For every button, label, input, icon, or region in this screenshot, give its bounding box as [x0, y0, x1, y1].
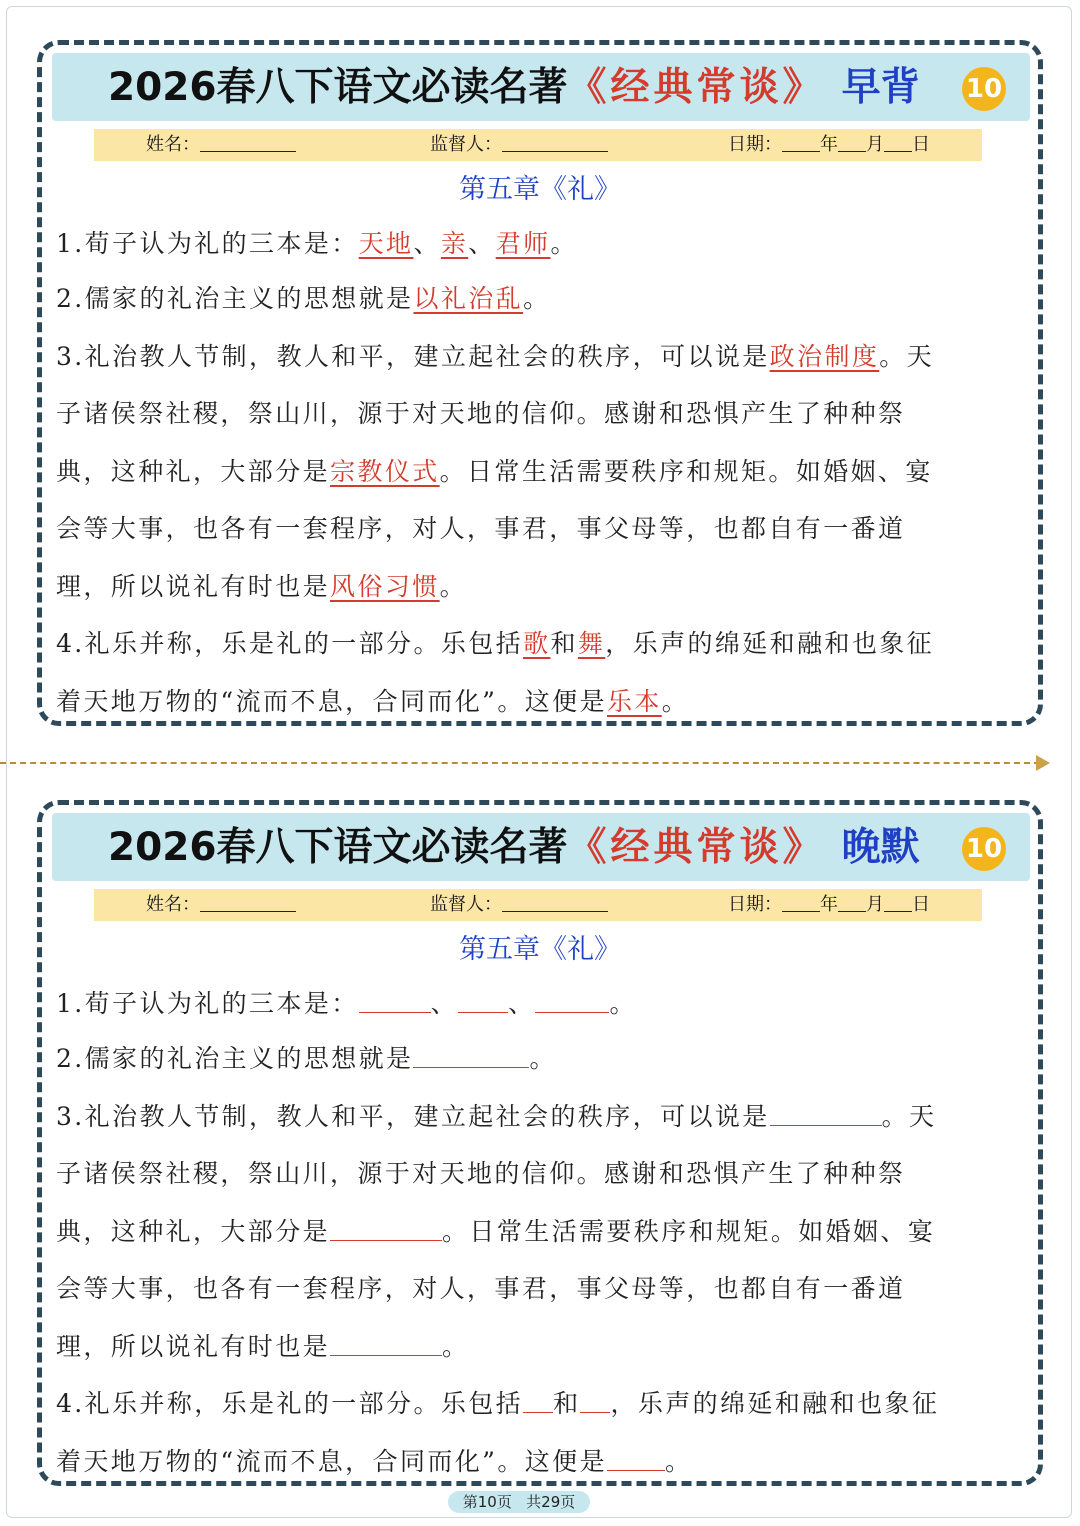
- question-3-line-4: 会等大事，也各有一套程序，对人，事君，事父母等，也都自有一番道: [56, 514, 906, 543]
- answer-blank: [413, 1045, 529, 1068]
- answer-blank: [580, 1390, 610, 1413]
- question-3-line-2: 子诸侯祭社稷，祭山川，源于对天地的信仰。感谢和恐惧产生了种种祭: [56, 399, 906, 428]
- question-list: [56, 977, 1016, 1490]
- answer-blank: [523, 1390, 553, 1413]
- answer: 天地: [358, 229, 414, 258]
- mode-label: 早背: [841, 65, 920, 110]
- month-blank: [838, 891, 866, 912]
- question-3-line-2: 子诸侯祭社稷，祭山川，源于对天地的信仰。感谢和恐惧产生了种种祭: [56, 1159, 906, 1188]
- date-field: [728, 129, 930, 161]
- morning-recite-card: [37, 40, 1043, 726]
- question-4-line-2: 着天地万物的“流而不息，合同而化”。这便是乐本。: [56, 686, 690, 716]
- name-blank: [200, 891, 296, 912]
- day-label: 日: [912, 134, 930, 155]
- question-1: 1.荀子认为礼的三本是： 、 、 。: [56, 989, 637, 1018]
- name-field: [146, 129, 296, 161]
- question-2: 2.儒家的礼治主义的思想就是以礼治乱。: [56, 284, 551, 313]
- day-number-badge: 10: [962, 827, 1006, 871]
- answer-blank: [458, 990, 508, 1013]
- month-label: 月: [866, 894, 884, 915]
- question-3-line-1: 3.礼治教人节制，教人和平，建立起社会的秩序，可以说是政治制度。天: [56, 341, 935, 371]
- year-blank: [782, 891, 820, 912]
- supervisor-label: 监督人：: [430, 894, 502, 915]
- month-label: 月: [866, 134, 884, 155]
- info-bar: [94, 129, 982, 161]
- chapter-title: 第五章《礼》: [459, 934, 621, 965]
- title-prefix: 2026春八下语文必读名著: [108, 65, 568, 110]
- page-footer: [448, 1491, 590, 1513]
- page-total: 共29页: [526, 1493, 576, 1511]
- evening-dictation-card: [37, 800, 1043, 1486]
- name-blank: [200, 131, 296, 152]
- page-title: [108, 821, 920, 873]
- day-label: 日: [912, 894, 930, 915]
- supervisor-field: [430, 889, 608, 921]
- book-title: 《经典常谈》: [567, 64, 826, 110]
- answer: 以礼治乱: [413, 284, 524, 313]
- mode-label: 晚默: [841, 825, 920, 870]
- question-list: [56, 217, 1016, 730]
- name-label: 姓名：: [146, 134, 200, 155]
- answer-blank: [330, 1218, 442, 1241]
- answer: 宗教仪式: [330, 456, 440, 486]
- month-blank: [838, 131, 866, 152]
- info-bar: [94, 889, 982, 921]
- question-4-line-1: 4.礼乐并称，乐是礼的一部分。乐包括歌和舞，乐声的绵延和融和也象征: [56, 629, 935, 658]
- page-title: [108, 61, 920, 113]
- day-number-badge: 10: [962, 67, 1006, 111]
- question-4-line-2: 着天地万物的“流而不息，合同而化”。这便是 。: [56, 1446, 693, 1476]
- question-3-line-1: 3.礼治教人节制，教人和平，建立起社会的秩序，可以说是 。天: [56, 1101, 937, 1131]
- question-3-line-5: 理，所以说礼有时也是风俗习惯。: [56, 571, 468, 601]
- answer: 君师: [495, 229, 551, 258]
- question-3-line-5: 理，所以说礼有时也是 。: [56, 1331, 470, 1361]
- question-3-line-3: 典，这种礼，大部分是 。日常生活需要秩序和规矩。如婚姻、宴: [56, 1216, 936, 1246]
- answer-blank: [330, 1333, 442, 1356]
- supervisor-blank: [502, 891, 608, 912]
- supervisor-field: [430, 129, 608, 161]
- book-title: 《经典常谈》: [567, 824, 826, 870]
- answer: 乐本: [606, 686, 662, 716]
- header-bar: [52, 53, 1030, 121]
- year-label: 年: [820, 894, 838, 915]
- date-label: 日期：: [728, 894, 782, 915]
- answer-blank: [770, 1103, 882, 1126]
- header-bar: [52, 813, 1030, 881]
- supervisor-blank: [502, 131, 608, 152]
- question-3-line-4: 会等大事，也各有一套程序，对人，事君，事父母等，也都自有一番道: [56, 1274, 906, 1303]
- arrow-right-icon: [1036, 755, 1050, 771]
- year-blank: [782, 131, 820, 152]
- answer: 风俗习惯: [330, 571, 440, 601]
- answer: 亲: [440, 229, 469, 258]
- answer: 舞: [577, 629, 606, 658]
- question-2: 2.儒家的礼治主义的思想就是 。: [56, 1044, 557, 1073]
- answer-blank: [535, 990, 609, 1013]
- question-3-line-3: 典，这种礼，大部分是宗教仪式。日常生活需要秩序和规矩。如婚姻、宴: [56, 456, 933, 486]
- day-blank: [884, 131, 912, 152]
- answer: 歌: [523, 629, 551, 658]
- year-label: 年: [820, 134, 838, 155]
- name-label: 姓名：: [146, 894, 200, 915]
- page-number: 第10页: [462, 1493, 512, 1511]
- answer: 政治制度: [769, 341, 880, 371]
- title-prefix: 2026春八下语文必读名著: [108, 825, 568, 870]
- date-field: [728, 889, 930, 921]
- name-field: [146, 889, 296, 921]
- day-blank: [884, 891, 912, 912]
- chapter-title: 第五章《礼》: [459, 174, 621, 205]
- answer-blank: [359, 990, 431, 1013]
- supervisor-label: 监督人：: [430, 134, 502, 155]
- section-divider: [0, 762, 1040, 764]
- question-1: 1.荀子认为礼的三本是：天地、亲、君师。: [56, 229, 578, 258]
- question-4-line-1: 4.礼乐并称，乐是礼的一部分。乐包括 和 ，乐声的绵延和融和也象征: [56, 1389, 940, 1418]
- answer-blank: [607, 1448, 665, 1471]
- date-label: 日期：: [728, 134, 782, 155]
